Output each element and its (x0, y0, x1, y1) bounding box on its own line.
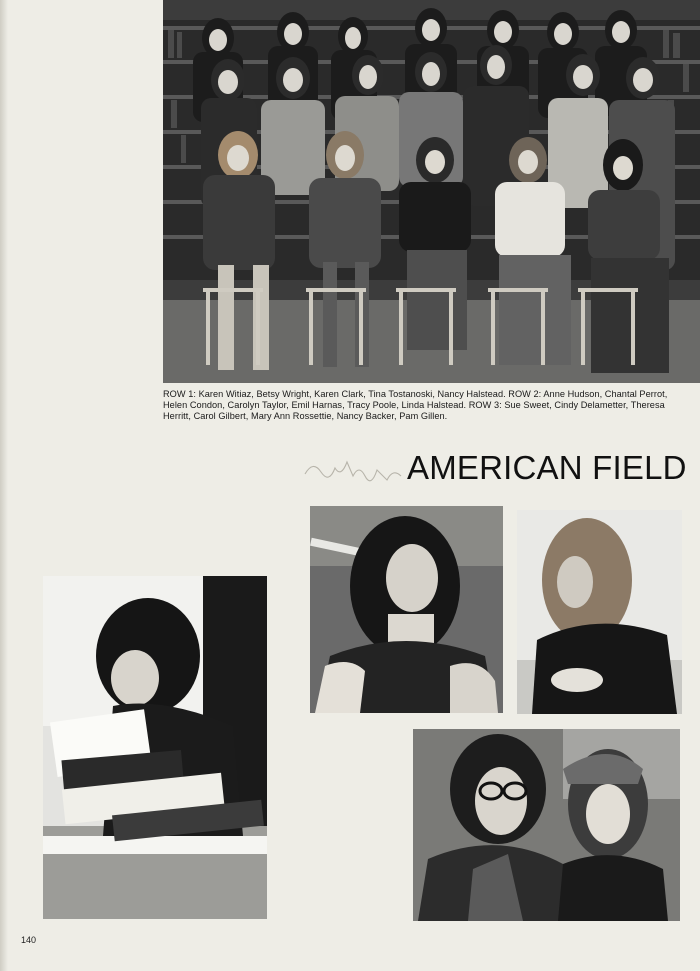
page-binding-edge (0, 0, 8, 971)
pencil-scribble (300, 454, 410, 488)
section-title: AMERICAN FIELD (407, 449, 687, 486)
two-students-photo (413, 729, 680, 921)
page-number: 140 (21, 935, 37, 945)
student-seated-photo (517, 510, 682, 714)
photo-caption: ROW 1: Karen Witiaz, Betsy Wright, Karen Clark, Tina Tostanoski, Nancy Halstead. ROW 2: Anne Hudson, Chantal Perrot, Helen Condon, Carolyn Taylor, Emil Harnas, Tracy Poole, Linda Halstead. ROW 3: Sue Sweet, Cindy Delametter, Theresa Herritt, Carol Gilbert, Mary Ann Rossettie, Nancy Backer, Pam Gillen. (163, 389, 668, 422)
group-photo (163, 0, 700, 383)
student-portrait-photo (310, 506, 503, 713)
student-reading-photo (43, 576, 267, 919)
